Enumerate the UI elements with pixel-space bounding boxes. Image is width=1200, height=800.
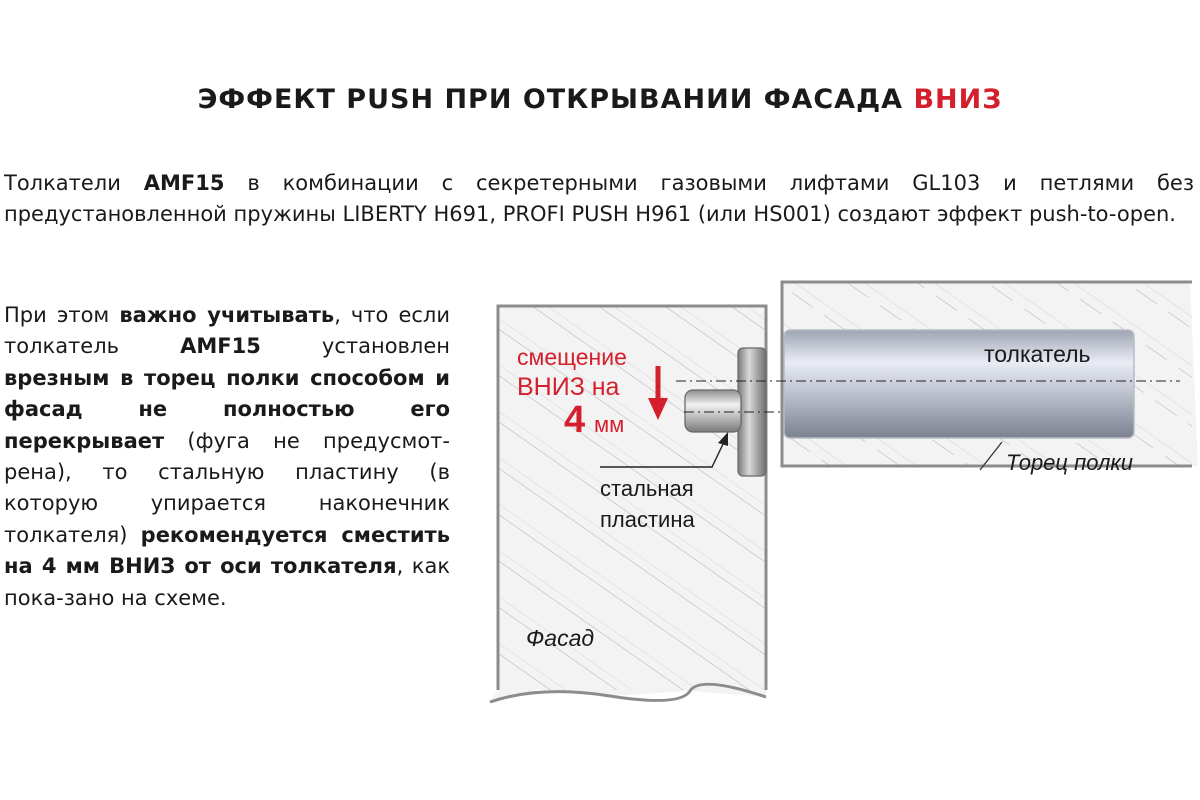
shift-label-line2: ВНИЗ на — [517, 373, 620, 401]
intro-text: в комбинации с секретерными газовыми лифтами GL103 и петлями без предустановленной пружины LIBERTY H691, PROFI PUSH H961 (или HS001) создают эффект push-to-open. — [4, 171, 1194, 226]
note-text: , что если толкатель — [4, 303, 450, 359]
installation-diagram — [480, 270, 1200, 720]
shift-value: 4 — [564, 399, 586, 441]
shift-label-line1: смещение — [517, 344, 627, 370]
pusher-label: толкатель — [984, 341, 1091, 367]
note-paragraph — [4, 300, 450, 614]
plate-label-line2: пластина — [600, 507, 695, 532]
note-text: установлен — [260, 334, 450, 359]
intro-product-code: AMF15 — [143, 171, 225, 195]
shift-unit: мм — [594, 412, 625, 437]
facade-label: Фасад — [526, 625, 595, 651]
pusher-tip — [685, 390, 741, 432]
note-emphasis: врезным в торец полки способом и фасад не полностью его перекрывает — [4, 365, 450, 453]
page-title — [0, 84, 1200, 115]
plate-label-line1: стальная — [600, 476, 694, 501]
intro-text: Толкатели — [4, 171, 144, 195]
note-text: , как пока-зано на схеме. — [4, 554, 451, 610]
note-emphasis: важно учитывать — [119, 303, 335, 327]
shelf-label: Торец полки — [1006, 450, 1133, 475]
note-product-code: AMF15 — [180, 334, 261, 359]
note-text: (фуга не предусмот-рена), то стальную пластину (в которую упирается наконечник толкателя) — [4, 428, 450, 547]
intro-paragraph — [4, 168, 1194, 230]
note-emphasis: рекомендуется сместить на 4 мм ВНИЗ от оси толкателя — [4, 522, 450, 579]
title-accent: ВНИЗ — [913, 84, 1003, 115]
note-text: При этом — [4, 303, 120, 327]
title-main: ЭФФЕКТ PUSH ПРИ ОТКРЫВАНИИ ФАСАДА — [197, 84, 904, 115]
